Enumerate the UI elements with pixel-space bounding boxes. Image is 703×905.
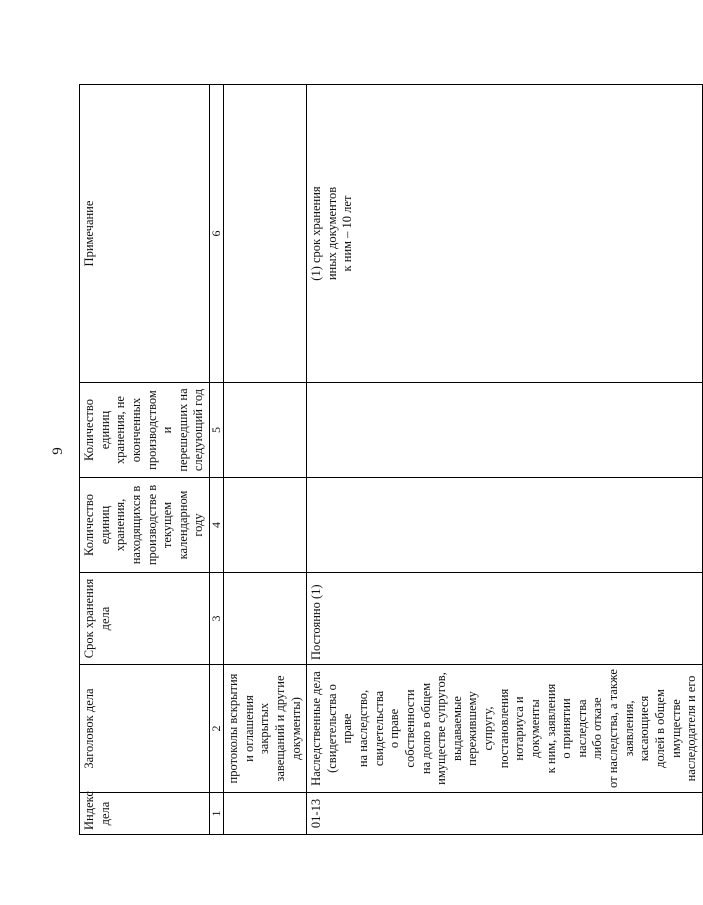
cell-title: Наследственные дела (свидетельства о праве на наследство, свидетельства о праве собственности на долю в общем имуществе супругов, выдаваемые пережившему супругу, постановления нотариуса и документы к ним, заявления о принятии наследства либо отказе от наследства, а также заявления, касающиеся долей в общем имуществе наследодателя и его	[307, 665, 703, 793]
cell-title: протоколы вскрытия и оглашения закрытых завещаний и другие документы)	[224, 665, 307, 793]
header-note: Примечание	[80, 85, 210, 383]
cell-carried-over	[307, 383, 703, 478]
nomenclature-table	[79, 84, 703, 835]
nomenclature-table-wrapper	[79, 85, 699, 835]
header-in-production: Количество единиц хранения, находящихся в производстве в текущем календарном году	[80, 478, 210, 573]
cell-in-production	[307, 478, 703, 573]
header-retention: Срок хранения дела	[80, 573, 210, 665]
column-number: 5	[210, 383, 224, 478]
column-number: 6	[210, 85, 224, 383]
column-number-row	[210, 85, 224, 835]
column-number: 1	[210, 793, 224, 835]
column-number: 4	[210, 478, 224, 573]
header-carried-over: Количество единиц хранения, не оконченных производством и перешедших на следующий год	[80, 383, 210, 478]
page-number: 9	[50, 447, 66, 455]
table-row	[307, 85, 703, 835]
header-index: Индекс дела	[80, 793, 210, 835]
cell-retention: Постоянно (1)	[307, 573, 703, 665]
header-row	[80, 85, 210, 835]
cell-index	[224, 793, 307, 835]
table-row	[224, 85, 307, 835]
column-number: 2	[210, 665, 224, 793]
cell-retention	[224, 573, 307, 665]
header-title: Заголовок дела	[80, 665, 210, 793]
cell-index: 01-13	[307, 793, 703, 835]
column-number: 3	[210, 573, 224, 665]
cell-in-production	[224, 478, 307, 573]
cell-note	[224, 85, 307, 383]
cell-note: (1) срок хранения иных документов к ним – 10 лет	[307, 85, 703, 383]
cell-carried-over	[224, 383, 307, 478]
